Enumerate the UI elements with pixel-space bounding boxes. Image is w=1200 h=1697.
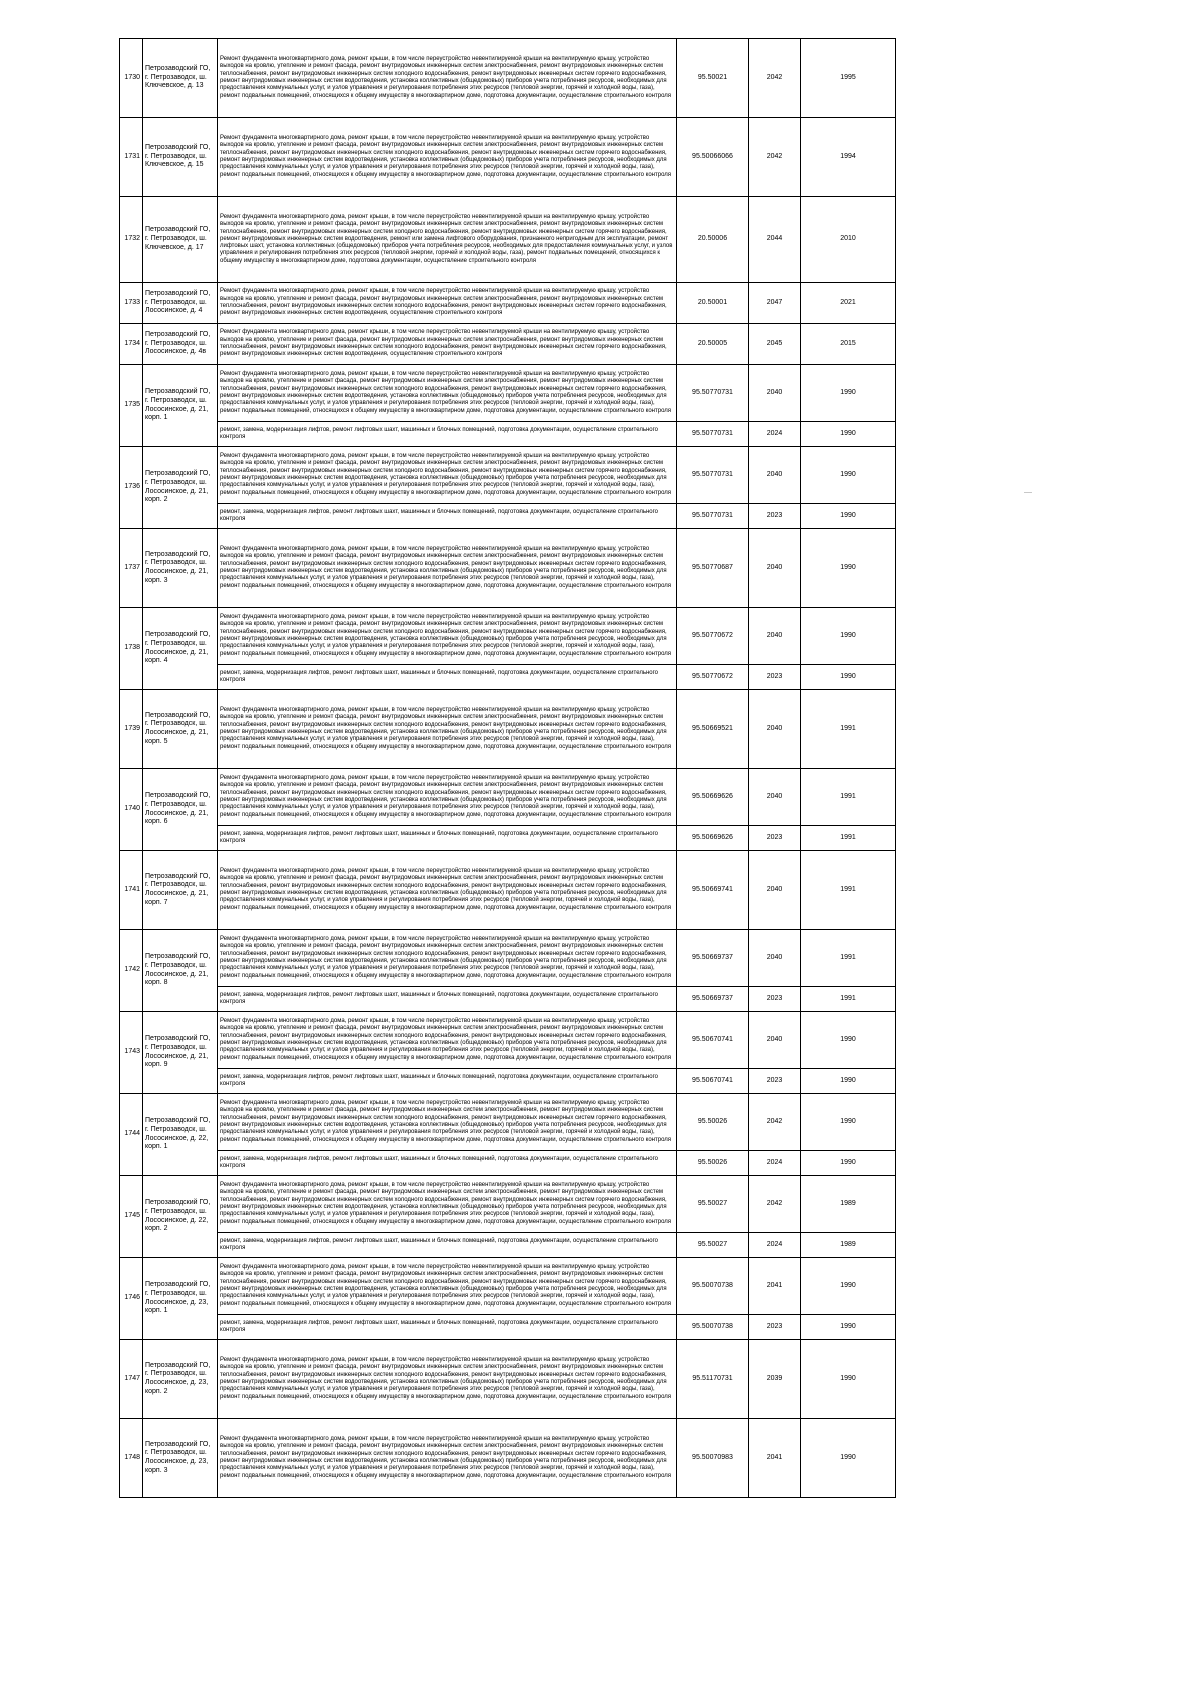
planned-year: 2039 [749,1340,801,1419]
build-year: 1990 [801,1012,896,1069]
row-number: 1747 [120,1340,143,1419]
works-description: Ремонт фундамента многоквартирного дома, ремонт крыши, в том числе переустройство невентилируемой крыши на вентилируемую крышу, устройство выходов на кровлю, утепление и ремонт фасада, ремонт внутридомовых инженерных систем электроснабжения, ремонт внутридомовых инженерных систем теплоснабжения, ремонт внутридомовых инженерных систем холодного водоснабжения, ремонт внутридомовых инженерных систем горячего водоснабжения, ремонт внутридомовых инженерных систем водоотведения, установка коллективных (общедомовых) приборов учета потребления ресурсов, необходимых для предоставления коммунальных услуг, и узлов управления и регулирования потребления этих ресурсов (тепловой энергии, горячей и холодной воды, газа), ремонт подвальных помещений, относящихся к общему имуществу в многоквартирном доме, подготовка документации, осуществление строительного контроля [218,1176,677,1233]
house-address: Петрозаводский ГО, г. Петрозаводск, ш. Лососинское, д. 21, корп. 2 [143,447,218,529]
build-year: 1989 [801,1176,896,1233]
planned-year: 2023 [749,1315,801,1340]
table-row [120,851,896,930]
object-code: 95.50669626 [677,769,749,826]
object-code: 95.50770731 [677,447,749,504]
object-code: 95.50770731 [677,365,749,422]
object-code: 95.50669741 [677,851,749,930]
build-year: 1991 [801,826,896,851]
house-address: Петрозаводский ГО, г. Петрозаводск, ш. Лососинское, д. 21, корп. 5 [143,690,218,769]
table-row [120,769,896,826]
object-code: 95.50770672 [677,665,749,690]
works-description: ремонт, замена, модернизация лифтов, ремонт лифтовых шахт, машинных и блочных помещений, подготовка документации, осуществление строительного контроля [218,826,677,851]
register-table-body [120,39,896,1498]
house-address: Петрозаводский ГО, г. Петрозаводск, ш. Лососинское, д. 22, корп. 1 [143,1094,218,1176]
planned-year: 2042 [749,118,801,197]
works-description: Ремонт фундамента многоквартирного дома, ремонт крыши, в том числе переустройство невентилируемой крыши на вентилируемую крышу, устройство выходов на кровлю, утепление и ремонт фасада, ремонт внутридомовых инженерных систем электроснабжения, ремонт внутридомовых инженерных систем теплоснабжения, ремонт внутридомовых инженерных систем холодного водоснабжения, ремонт внутридомовых инженерных систем горячего водоснабжения, ремонт внутридомовых инженерных систем водоотведения, установка коллективных (общедомовых) приборов учета потребления ресурсов, необходимых для предоставления коммунальных услуг, и узлов управления и регулирования потребления этих ресурсов (тепловой энергии, горячей и холодной воды, газа), ремонт подвальных помещений, относящихся к общему имуществу в многоквартирном доме, подготовка документации, осуществление строительного контроля [218,608,677,665]
table-row [120,1176,896,1233]
build-year: 1990 [801,504,896,529]
object-code: 95.50027 [677,1176,749,1233]
row-number: 1740 [120,769,143,851]
works-description: ремонт, замена, модернизация лифтов, ремонт лифтовых шахт, машинных и блочных помещений, подготовка документации, осуществление строительного контроля [218,504,677,529]
build-year: 1990 [801,1315,896,1340]
house-address: Петрозаводский ГО, г. Петрозаводск, ш. Лососинское, д. 21, корп. 9 [143,1012,218,1094]
object-code: 95.50770687 [677,529,749,608]
house-address: Петрозаводский ГО, г. Петрозаводск, ш. Лососинское, д. 21, корп. 4 [143,608,218,690]
house-address: Петрозаводский ГО, г. Петрозаводск, ш. Ключевское, д. 17 [143,197,218,283]
house-address: Петрозаводский ГО, г. Петрозаводск, ш. Лососинское, д. 21, корп. 7 [143,851,218,930]
build-year: 1990 [801,447,896,504]
object-code: 95.50070738 [677,1315,749,1340]
scan-mark [1024,492,1032,493]
planned-year: 2023 [749,826,801,851]
works-description: ремонт, замена, модернизация лифтов, ремонт лифтовых шахт, машинных и блочных помещений, подготовка документации, осуществление строительного контроля [218,1315,677,1340]
works-description: Ремонт фундамента многоквартирного дома, ремонт крыши, в том числе переустройство невентилируемой крыши на вентилируемую крышу, устройство выходов на кровлю, утепление и ремонт фасада, ремонт внутридомовых инженерных систем электроснабжения, ремонт внутридомовых инженерных систем теплоснабжения, ремонт внутридомовых инженерных систем холодного водоснабжения, ремонт внутридомовых инженерных систем горячего водоснабжения, ремонт внутридомовых инженерных систем водоотведения, установка коллективных (общедомовых) приборов учета потребления ресурсов, необходимых для предоставления коммунальных услуг, и узлов управления и регулирования потребления этих ресурсов (тепловой энергии, горячей и холодной воды, газа), ремонт подвальных помещений, относящихся к общему имуществу в многоквартирном доме, подготовка документации, осуществление строительного контроля [218,1419,677,1498]
planned-year: 2041 [749,1258,801,1315]
planned-year: 2040 [749,930,801,987]
house-address: Петрозаводский ГО, г. Петрозаводск, ш. Лососинское, д. 4в [143,324,218,365]
row-number: 1741 [120,851,143,930]
build-year: 1990 [801,1419,896,1498]
planned-year: 2023 [749,987,801,1012]
planned-year: 2047 [749,283,801,324]
works-description: Ремонт фундамента многоквартирного дома, ремонт крыши, в том числе переустройство невентилируемой крыши на вентилируемую крышу, устройство выходов на кровлю, утепление и ремонт фасада, ремонт внутридомовых инженерных систем электроснабжения, ремонт внутридомовых инженерных систем теплоснабжения, ремонт внутридомовых инженерных систем холодного водоснабжения, ремонт внутридомовых инженерных систем горячего водоснабжения, ремонт внутридомовых инженерных систем водоотведения, установка коллективных (общедомовых) приборов учета потребления ресурсов, необходимых для предоставления коммунальных услуг, и узлов управления и регулирования потребления этих ресурсов (тепловой энергии, горячей и холодной воды, газа), ремонт подвальных помещений, относящихся к общему имуществу в многоквартирном доме, подготовка документации, осуществление строительного контроля [218,851,677,930]
row-number: 1735 [120,365,143,447]
works-description: ремонт, замена, модернизация лифтов, ремонт лифтовых шахт, машинных и блочных помещений, подготовка документации, осуществление строительного контроля [218,987,677,1012]
build-year: 1989 [801,1233,896,1258]
build-year: 1990 [801,1069,896,1094]
object-code: 95.50021 [677,39,749,118]
table-row [120,324,896,365]
object-code: 20.50001 [677,283,749,324]
row-number: 1734 [120,324,143,365]
planned-year: 2040 [749,529,801,608]
object-code: 20.50006 [677,197,749,283]
build-year: 1990 [801,1151,896,1176]
house-address: Петрозаводский ГО, г. Петрозаводск, ш. Лососинское, д. 23, корп. 1 [143,1258,218,1340]
row-number: 1736 [120,447,143,529]
planned-year: 2042 [749,1176,801,1233]
row-number: 1748 [120,1419,143,1498]
table-row [120,422,896,447]
build-year: 1990 [801,1340,896,1419]
object-code: 20.50005 [677,324,749,365]
build-year: 1990 [801,365,896,422]
planned-year: 2040 [749,1012,801,1069]
planned-year: 2040 [749,851,801,930]
house-address: Петрозаводский ГО, г. Петрозаводск, ш. Лососинское, д. 4 [143,283,218,324]
table-row [120,1340,896,1419]
object-code: 95.50669737 [677,987,749,1012]
build-year: 1991 [801,769,896,826]
planned-year: 2023 [749,665,801,690]
works-description: Ремонт фундамента многоквартирного дома, ремонт крыши, в том числе переустройство невентилируемой крыши на вентилируемую крышу, устройство выходов на кровлю, утепление и ремонт фасада, ремонт внутридомовых инженерных систем электроснабжения, ремонт внутридомовых инженерных систем теплоснабжения, ремонт внутридомовых инженерных систем холодного водоснабжения, ремонт внутридомовых инженерных систем горячего водоснабжения, ремонт внутридомовых инженерных систем водоотведения, установка коллективных (общедомовых) приборов учета потребления ресурсов, необходимых для предоставления коммунальных услуг, и узлов управления и регулирования потребления этих ресурсов (тепловой энергии, горячей и холодной воды, газа), ремонт подвальных помещений, относящихся к общему имуществу в многоквартирном доме, подготовка документации, осуществление строительного контроля [218,1340,677,1419]
table-row [120,608,896,665]
register-table [119,38,896,1498]
works-description: Ремонт фундамента многоквартирного дома, ремонт крыши, в том числе переустройство невентилируемой крыши на вентилируемую крышу, устройство выходов на кровлю, утепление и ремонт фасада, ремонт внутридомовых инженерных систем электроснабжения, ремонт внутридомовых инженерных систем теплоснабжения, ремонт внутридомовых инженерных систем холодного водоснабжения, ремонт внутридомовых инженерных систем горячего водоснабжения, ремонт внутридомовых инженерных систем водоотведения, осуществление строительного контроля [218,283,677,324]
table-row [120,197,896,283]
works-description: Ремонт фундамента многоквартирного дома, ремонт крыши, в том числе переустройство невентилируемой крыши на вентилируемую крышу, устройство выходов на кровлю, утепление и ремонт фасада, ремонт внутридомовых инженерных систем электроснабжения, ремонт внутридомовых инженерных систем теплоснабжения, ремонт внутридомовых инженерных систем холодного водоснабжения, ремонт внутридомовых инженерных систем горячего водоснабжения, ремонт внутридомовых инженерных систем водоотведения, установка коллективных (общедомовых) приборов учета потребления ресурсов, необходимых для предоставления коммунальных услуг, и узлов управления и регулирования потребления этих ресурсов (тепловой энергии, горячей и холодной воды, газа), ремонт подвальных помещений, относящихся к общему имуществу в многоквартирном доме, подготовка документации, осуществление строительного контроля [218,930,677,987]
table-row [120,504,896,529]
object-code: 95.50027 [677,1233,749,1258]
build-year: 1995 [801,39,896,118]
build-year: 1991 [801,690,896,769]
house-address: Петрозаводский ГО, г. Петрозаводск, ш. Лососинское, д. 21, корп. 1 [143,365,218,447]
table-row [120,1069,896,1094]
house-address: Петрозаводский ГО, г. Петрозаводск, ш. Ключевское, д. 15 [143,118,218,197]
works-description: Ремонт фундамента многоквартирного дома, ремонт крыши, в том числе переустройство невентилируемой крыши на вентилируемую крышу, устройство выходов на кровлю, утепление и ремонт фасада, ремонт внутридомовых инженерных систем электроснабжения, ремонт внутридомовых инженерных систем теплоснабжения, ремонт внутридомовых инженерных систем холодного водоснабжения, ремонт внутридомовых инженерных систем горячего водоснабжения, ремонт внутридомовых инженерных систем водоотведения, установка коллективных (общедомовых) приборов учета потребления ресурсов, необходимых для предоставления коммунальных услуг, и узлов управления и регулирования потребления этих ресурсов (тепловой энергии, горячей и холодной воды, газа), ремонт подвальных помещений, относящихся к общему имуществу в многоквартирном доме, подготовка документации, осуществление строительного контроля [218,1094,677,1151]
planned-year: 2045 [749,324,801,365]
works-description: ремонт, замена, модернизация лифтов, ремонт лифтовых шахт, машинных и блочных помещений, подготовка документации, осуществление строительного контроля [218,1233,677,1258]
row-number: 1730 [120,39,143,118]
table-row [120,39,896,118]
planned-year: 2024 [749,1233,801,1258]
table-row [120,1012,896,1069]
works-description: Ремонт фундамента многоквартирного дома, ремонт крыши, в том числе переустройство невентилируемой крыши на вентилируемую крышу, устройство выходов на кровлю, утепление и ремонт фасада, ремонт внутридомовых инженерных систем электроснабжения, ремонт внутридомовых инженерных систем теплоснабжения, ремонт внутридомовых инженерных систем холодного водоснабжения, ремонт внутридомовых инженерных систем горячего водоснабжения, ремонт внутридомовых инженерных систем водоотведения, ремонт или замена лифтового оборудования, признанного непригодным для эксплуатации, ремонт лифтовых шахт, установка коллективных (общедомовых) приборов учета потребления ресурсов, необходимых для предоставления коммунальных услуг, и узлов управления и регулирования потребления этих ресурсов (тепловой энергии, горячей и холодной воды, газа), ремонт подвальных помещений, относящихся к общему имуществу в многоквартирном доме, подготовка документации, осуществление строительного контроля [218,197,677,283]
planned-year: 2040 [749,447,801,504]
row-number: 1746 [120,1258,143,1340]
table-row [120,1094,896,1151]
planned-year: 2040 [749,608,801,665]
object-code: 95.50670741 [677,1069,749,1094]
works-description: Ремонт фундамента многоквартирного дома, ремонт крыши, в том числе переустройство невентилируемой крыши на вентилируемую крышу, устройство выходов на кровлю, утепление и ремонт фасада, ремонт внутридомовых инженерных систем электроснабжения, ремонт внутридомовых инженерных систем теплоснабжения, ремонт внутридомовых инженерных систем холодного водоснабжения, ремонт внутридомовых инженерных систем горячего водоснабжения, ремонт внутридомовых инженерных систем водоотведения, установка коллективных (общедомовых) приборов учета потребления ресурсов, необходимых для предоставления коммунальных услуг, и узлов управления и регулирования потребления этих ресурсов (тепловой энергии, горячей и холодной воды, газа), ремонт подвальных помещений, относящихся к общему имуществу в многоквартирном доме, подготовка документации, осуществление строительного контроля [218,365,677,422]
table-row [120,118,896,197]
build-year: 1990 [801,1258,896,1315]
build-year: 1991 [801,930,896,987]
house-address: Петрозаводский ГО, г. Петрозаводск, ш. Лососинское, д. 23, корп. 2 [143,1340,218,1419]
house-address: Петрозаводский ГО, г. Петрозаводск, ш. Лососинское, д. 23, корп. 3 [143,1419,218,1498]
object-code: 95.50770731 [677,422,749,447]
object-code: 95.50026 [677,1094,749,1151]
works-description: ремонт, замена, модернизация лифтов, ремонт лифтовых шахт, машинных и блочных помещений, подготовка документации, осуществление строительного контроля [218,1151,677,1176]
build-year: 1990 [801,665,896,690]
planned-year: 2042 [749,1094,801,1151]
object-code: 95.50770731 [677,504,749,529]
object-code: 95.50669521 [677,690,749,769]
row-number: 1732 [120,197,143,283]
works-description: Ремонт фундамента многоквартирного дома, ремонт крыши, в том числе переустройство невентилируемой крыши на вентилируемую крышу, устройство выходов на кровлю, утепление и ремонт фасада, ремонт внутридомовых инженерных систем электроснабжения, ремонт внутридомовых инженерных систем теплоснабжения, ремонт внутридомовых инженерных систем холодного водоснабжения, ремонт внутридомовых инженерных систем горячего водоснабжения, ремонт внутридомовых инженерных систем водоотведения, установка коллективных (общедомовых) приборов учета потребления ресурсов, необходимых для предоставления коммунальных услуг, и узлов управления и регулирования потребления этих ресурсов (тепловой энергии, горячей и холодной воды, газа), ремонт подвальных помещений, относящихся к общему имуществу в многоквартирном доме, подготовка документации, осуществление строительного контроля [218,118,677,197]
planned-year: 2040 [749,690,801,769]
table-row [120,930,896,987]
object-code: 95.50670741 [677,1012,749,1069]
object-code: 95.50669626 [677,826,749,851]
works-description: Ремонт фундамента многоквартирного дома, ремонт крыши, в том числе переустройство невентилируемой крыши на вентилируемую крышу, устройство выходов на кровлю, утепление и ремонт фасада, ремонт внутридомовых инженерных систем электроснабжения, ремонт внутридомовых инженерных систем теплоснабжения, ремонт внутридомовых инженерных систем холодного водоснабжения, ремонт внутридомовых инженерных систем горячего водоснабжения, ремонт внутридомовых инженерных систем водоотведения, установка коллективных (общедомовых) приборов учета потребления ресурсов, необходимых для предоставления коммунальных услуг, и узлов управления и регулирования потребления этих ресурсов (тепловой энергии, горячей и холодной воды, газа), ремонт подвальных помещений, относящихся к общему имуществу в многоквартирном доме, подготовка документации, осуществление строительного контроля [218,1258,677,1315]
row-number: 1742 [120,930,143,1012]
row-number: 1737 [120,529,143,608]
object-code: 95.51170731 [677,1340,749,1419]
table-row [120,1233,896,1258]
table-row [120,690,896,769]
table-row [120,365,896,422]
table-row [120,826,896,851]
object-code: 95.50070738 [677,1258,749,1315]
planned-year: 2040 [749,769,801,826]
house-address: Петрозаводский ГО, г. Петрозаводск, ш. Лососинское, д. 21, корп. 6 [143,769,218,851]
works-description: ремонт, замена, модернизация лифтов, ремонт лифтовых шахт, машинных и блочных помещений, подготовка документации, осуществление строительного контроля [218,665,677,690]
planned-year: 2044 [749,197,801,283]
build-year: 1991 [801,851,896,930]
object-code: 95.50066066 [677,118,749,197]
row-number: 1745 [120,1176,143,1258]
build-year: 1991 [801,987,896,1012]
row-number: 1738 [120,608,143,690]
table-row [120,987,896,1012]
works-description: Ремонт фундамента многоквартирного дома, ремонт крыши, в том числе переустройство невентилируемой крыши на вентилируемую крышу, устройство выходов на кровлю, утепление и ремонт фасада, ремонт внутридомовых инженерных систем электроснабжения, ремонт внутридомовых инженерных систем теплоснабжения, ремонт внутридомовых инженерных систем холодного водоснабжения, ремонт внутридомовых инженерных систем горячего водоснабжения, ремонт внутридомовых инженерных систем водоотведения, установка коллективных (общедомовых) приборов учета потребления ресурсов, необходимых для предоставления коммунальных услуг, и узлов управления и регулирования потребления этих ресурсов (тепловой энергии, горячей и холодной воды, газа), ремонт подвальных помещений, относящихся к общему имуществу в многоквартирном доме, подготовка документации, осуществление строительного контроля [218,39,677,118]
table-row [120,1258,896,1315]
house-address: Петрозаводский ГО, г. Петрозаводск, ш. Лососинское, д. 21, корп. 8 [143,930,218,1012]
planned-year: 2023 [749,1069,801,1094]
works-description: Ремонт фундамента многоквартирного дома, ремонт крыши, в том числе переустройство невентилируемой крыши на вентилируемую крышу, устройство выходов на кровлю, утепление и ремонт фасада, ремонт внутридомовых инженерных систем электроснабжения, ремонт внутридомовых инженерных систем теплоснабжения, ремонт внутридомовых инженерных систем холодного водоснабжения, ремонт внутридомовых инженерных систем горячего водоснабжения, ремонт внутридомовых инженерных систем водоотведения, установка коллективных (общедомовых) приборов учета потребления ресурсов, необходимых для предоставления коммунальных услуг, и узлов управления и регулирования потребления этих ресурсов (тепловой энергии, горячей и холодной воды, газа), ремонт подвальных помещений, относящихся к общему имуществу в многоквартирном доме, подготовка документации, осуществление строительного контроля [218,529,677,608]
house-address: Петрозаводский ГО, г. Петрозаводск, ш. Ключевское, д. 13 [143,39,218,118]
works-description: Ремонт фундамента многоквартирного дома, ремонт крыши, в том числе переустройство невентилируемой крыши на вентилируемую крышу, устройство выходов на кровлю, утепление и ремонт фасада, ремонт внутридомовых инженерных систем электроснабжения, ремонт внутридомовых инженерных систем теплоснабжения, ремонт внутридомовых инженерных систем холодного водоснабжения, ремонт внутридомовых инженерных систем горячего водоснабжения, ремонт внутридомовых инженерных систем водоотведения, осуществление строительного контроля [218,324,677,365]
object-code: 95.50669737 [677,930,749,987]
table-row [120,665,896,690]
table-row [120,1151,896,1176]
table-row [120,1419,896,1498]
build-year: 1990 [801,422,896,447]
build-year: 2021 [801,283,896,324]
works-description: Ремонт фундамента многоквартирного дома, ремонт крыши, в том числе переустройство невентилируемой крыши на вентилируемую крышу, устройство выходов на кровлю, утепление и ремонт фасада, ремонт внутридомовых инженерных систем электроснабжения, ремонт внутридомовых инженерных систем теплоснабжения, ремонт внутридомовых инженерных систем холодного водоснабжения, ремонт внутридомовых инженерных систем горячего водоснабжения, ремонт внутридомовых инженерных систем водоотведения, установка коллективных (общедомовых) приборов учета потребления ресурсов, необходимых для предоставления коммунальных услуг, и узлов управления и регулирования потребления этих ресурсов (тепловой энергии, горячей и холодной воды, газа), ремонт подвальных помещений, относящихся к общему имуществу в многоквартирном доме, подготовка документации, осуществление строительного контроля [218,690,677,769]
table-row [120,283,896,324]
build-year: 1990 [801,1094,896,1151]
house-address: Петрозаводский ГО, г. Петрозаводск, ш. Лососинское, д. 22, корп. 2 [143,1176,218,1258]
planned-year: 2042 [749,39,801,118]
object-code: 95.50070983 [677,1419,749,1498]
row-number: 1743 [120,1012,143,1094]
row-number: 1744 [120,1094,143,1176]
works-description: Ремонт фундамента многоквартирного дома, ремонт крыши, в том числе переустройство невентилируемой крыши на вентилируемую крышу, устройство выходов на кровлю, утепление и ремонт фасада, ремонт внутридомовых инженерных систем электроснабжения, ремонт внутридомовых инженерных систем теплоснабжения, ремонт внутридомовых инженерных систем холодного водоснабжения, ремонт внутридомовых инженерных систем горячего водоснабжения, ремонт внутридомовых инженерных систем водоотведения, установка коллективных (общедомовых) приборов учета потребления ресурсов, необходимых для предоставления коммунальных услуг, и узлов управления и регулирования потребления этих ресурсов (тепловой энергии, горячей и холодной воды, газа), ремонт подвальных помещений, относящихся к общему имуществу в многоквартирном доме, подготовка документации, осуществление строительного контроля [218,447,677,504]
build-year: 2010 [801,197,896,283]
row-number: 1733 [120,283,143,324]
planned-year: 2024 [749,1151,801,1176]
build-year: 2015 [801,324,896,365]
table-row [120,529,896,608]
row-number: 1731 [120,118,143,197]
works-description: Ремонт фундамента многоквартирного дома, ремонт крыши, в том числе переустройство невентилируемой крыши на вентилируемую крышу, устройство выходов на кровлю, утепление и ремонт фасада, ремонт внутридомовых инженерных систем электроснабжения, ремонт внутридомовых инженерных систем теплоснабжения, ремонт внутридомовых инженерных систем холодного водоснабжения, ремонт внутридомовых инженерных систем горячего водоснабжения, ремонт внутридомовых инженерных систем водоотведения, установка коллективных (общедомовых) приборов учета потребления ресурсов, необходимых для предоставления коммунальных услуг, и узлов управления и регулирования потребления этих ресурсов (тепловой энергии, горячей и холодной воды, газа), ремонт подвальных помещений, относящихся к общему имуществу в многоквартирном доме, подготовка документации, осуществление строительного контроля [218,1012,677,1069]
planned-year: 2023 [749,504,801,529]
build-year: 1994 [801,118,896,197]
works-description: Ремонт фундамента многоквартирного дома, ремонт крыши, в том числе переустройство невентилируемой крыши на вентилируемую крышу, устройство выходов на кровлю, утепление и ремонт фасада, ремонт внутридомовых инженерных систем электроснабжения, ремонт внутридомовых инженерных систем теплоснабжения, ремонт внутридомовых инженерных систем холодного водоснабжения, ремонт внутридомовых инженерных систем горячего водоснабжения, ремонт внутридомовых инженерных систем водоотведения, установка коллективных (общедомовых) приборов учета потребления ресурсов, необходимых для предоставления коммунальных услуг, и узлов управления и регулирования потребления этих ресурсов (тепловой энергии, горячей и холодной воды, газа), ремонт подвальных помещений, относящихся к общему имуществу в многоквартирном доме, подготовка документации, осуществление строительного контроля [218,769,677,826]
table-row [120,1315,896,1340]
planned-year: 2024 [749,422,801,447]
object-code: 95.50770672 [677,608,749,665]
planned-year: 2041 [749,1419,801,1498]
works-description: ремонт, замена, модернизация лифтов, ремонт лифтовых шахт, машинных и блочных помещений, подготовка документации, осуществление строительного контроля [218,1069,677,1094]
table-row [120,447,896,504]
build-year: 1990 [801,608,896,665]
row-number: 1739 [120,690,143,769]
works-description: ремонт, замена, модернизация лифтов, ремонт лифтовых шахт, машинных и блочных помещений, подготовка документации, осуществление строительного контроля [218,422,677,447]
object-code: 95.50026 [677,1151,749,1176]
house-address: Петрозаводский ГО, г. Петрозаводск, ш. Лососинское, д. 21, корп. 3 [143,529,218,608]
planned-year: 2040 [749,365,801,422]
build-year: 1990 [801,529,896,608]
